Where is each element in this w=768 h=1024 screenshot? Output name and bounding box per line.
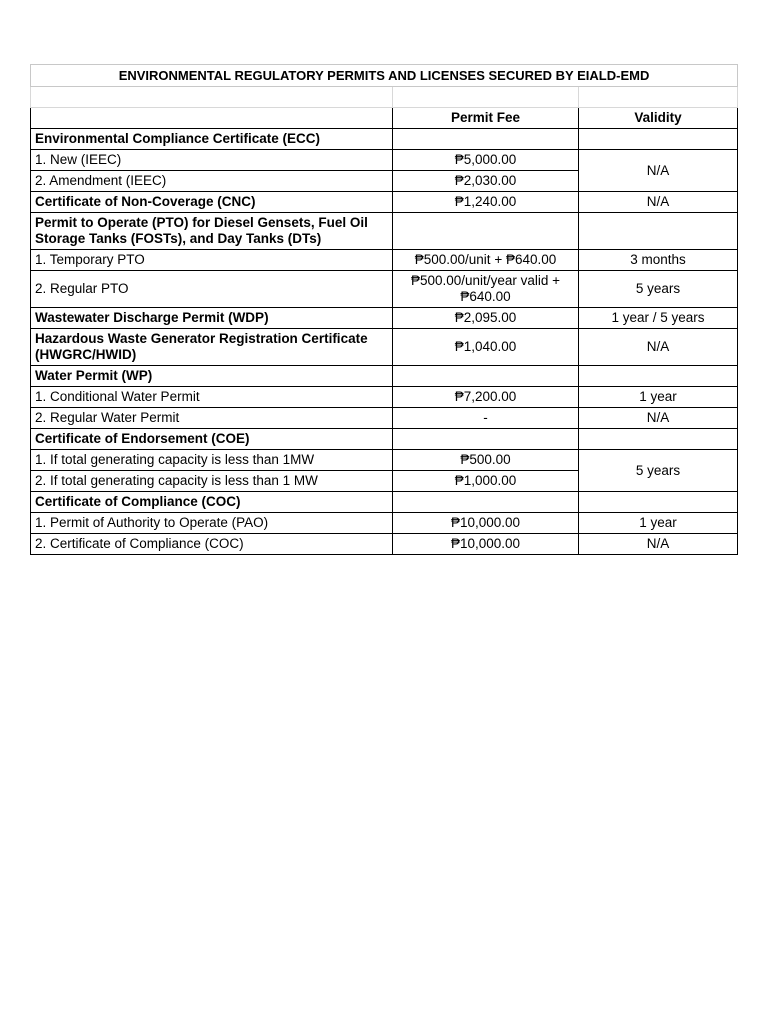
row-fee: ₱10,000.00 bbox=[393, 534, 579, 555]
row-label: Certificate of Compliance (COC) bbox=[31, 492, 393, 513]
row-label: Certificate of Non-Coverage (CNC) bbox=[31, 192, 393, 213]
row-fee: ₱2,030.00 bbox=[393, 171, 579, 192]
row-label: Certificate of Endorsement (COE) bbox=[31, 429, 393, 450]
table-row bbox=[31, 192, 738, 213]
row-label: 1. Conditional Water Permit bbox=[31, 387, 393, 408]
table-row bbox=[31, 492, 738, 513]
table-row bbox=[31, 271, 738, 308]
row-fee: ₱7,200.00 bbox=[393, 387, 579, 408]
row-validity: 1 year bbox=[579, 513, 738, 534]
row-label: 1. If total generating capacity is less than 1MW bbox=[31, 450, 393, 471]
row-label: 2. If total generating capacity is less than 1 MW bbox=[31, 471, 393, 492]
row-label: 2. Regular PTO bbox=[31, 271, 393, 308]
row-fee: - bbox=[393, 408, 579, 429]
row-validity bbox=[579, 429, 738, 450]
row-validity: 5 years bbox=[579, 271, 738, 308]
table-row bbox=[31, 250, 738, 271]
row-label: 2. Amendment (IEEC) bbox=[31, 171, 393, 192]
row-fee bbox=[393, 492, 579, 513]
row-fee: ₱1,240.00 bbox=[393, 192, 579, 213]
table-row bbox=[31, 366, 738, 387]
row-validity: 5 years bbox=[579, 450, 738, 492]
row-validity: N/A bbox=[579, 192, 738, 213]
row-fee: ₱500.00/unit + ₱640.00 bbox=[393, 250, 579, 271]
row-fee: ₱5,000.00 bbox=[393, 150, 579, 171]
row-fee: ₱500.00 bbox=[393, 450, 579, 471]
row-validity: N/A bbox=[579, 329, 738, 366]
row-label: 1. Temporary PTO bbox=[31, 250, 393, 271]
table-row bbox=[31, 408, 738, 429]
blank-row bbox=[31, 87, 738, 108]
row-fee bbox=[393, 129, 579, 150]
row-fee: ₱500.00/unit/year valid + ₱640.00 bbox=[393, 271, 579, 308]
header-row bbox=[31, 108, 738, 129]
row-label: 1. Permit of Authority to Operate (PAO) bbox=[31, 513, 393, 534]
row-validity: 1 year / 5 years bbox=[579, 308, 738, 329]
title-row bbox=[31, 65, 738, 87]
row-label: 2. Certificate of Compliance (COC) bbox=[31, 534, 393, 555]
table-row bbox=[31, 129, 738, 150]
row-fee: ₱10,000.00 bbox=[393, 513, 579, 534]
row-label: Water Permit (WP) bbox=[31, 366, 393, 387]
row-fee: ₱1,040.00 bbox=[393, 329, 579, 366]
header-permit-fee: Permit Fee bbox=[393, 108, 579, 129]
header-item bbox=[31, 108, 393, 129]
table-row bbox=[31, 513, 738, 534]
row-validity bbox=[579, 366, 738, 387]
row-label: Permit to Operate (PTO) for Diesel Gensets, Fuel Oil Storage Tanks (FOSTs), and Day Tanks (DTs) bbox=[31, 213, 393, 250]
table-row bbox=[31, 329, 738, 366]
row-fee: ₱2,095.00 bbox=[393, 308, 579, 329]
table-row bbox=[31, 534, 738, 555]
row-fee bbox=[393, 213, 579, 250]
row-validity: N/A bbox=[579, 408, 738, 429]
table-row bbox=[31, 387, 738, 408]
row-validity bbox=[579, 213, 738, 250]
row-fee bbox=[393, 429, 579, 450]
row-label: Wastewater Discharge Permit (WDP) bbox=[31, 308, 393, 329]
table-row bbox=[31, 429, 738, 450]
table-row bbox=[31, 213, 738, 250]
row-validity bbox=[579, 492, 738, 513]
row-validity: N/A bbox=[579, 150, 738, 192]
table-row bbox=[31, 450, 738, 471]
table-row bbox=[31, 308, 738, 329]
header-validity: Validity bbox=[579, 108, 738, 129]
row-label: 1. New (IEEC) bbox=[31, 150, 393, 171]
permits-table bbox=[30, 64, 738, 555]
row-validity: 3 months bbox=[579, 250, 738, 271]
row-label: Hazardous Waste Generator Registration Certificate (HWGRC/HWID) bbox=[31, 329, 393, 366]
table-title: ENVIRONMENTAL REGULATORY PERMITS AND LICENSES SECURED BY EIALD-EMD bbox=[31, 65, 738, 87]
table-row bbox=[31, 150, 738, 171]
row-fee: ₱1,000.00 bbox=[393, 471, 579, 492]
row-label: 2. Regular Water Permit bbox=[31, 408, 393, 429]
row-validity: N/A bbox=[579, 534, 738, 555]
row-validity: 1 year bbox=[579, 387, 738, 408]
row-validity bbox=[579, 129, 738, 150]
row-fee bbox=[393, 366, 579, 387]
row-label: Environmental Compliance Certificate (ECC) bbox=[31, 129, 393, 150]
